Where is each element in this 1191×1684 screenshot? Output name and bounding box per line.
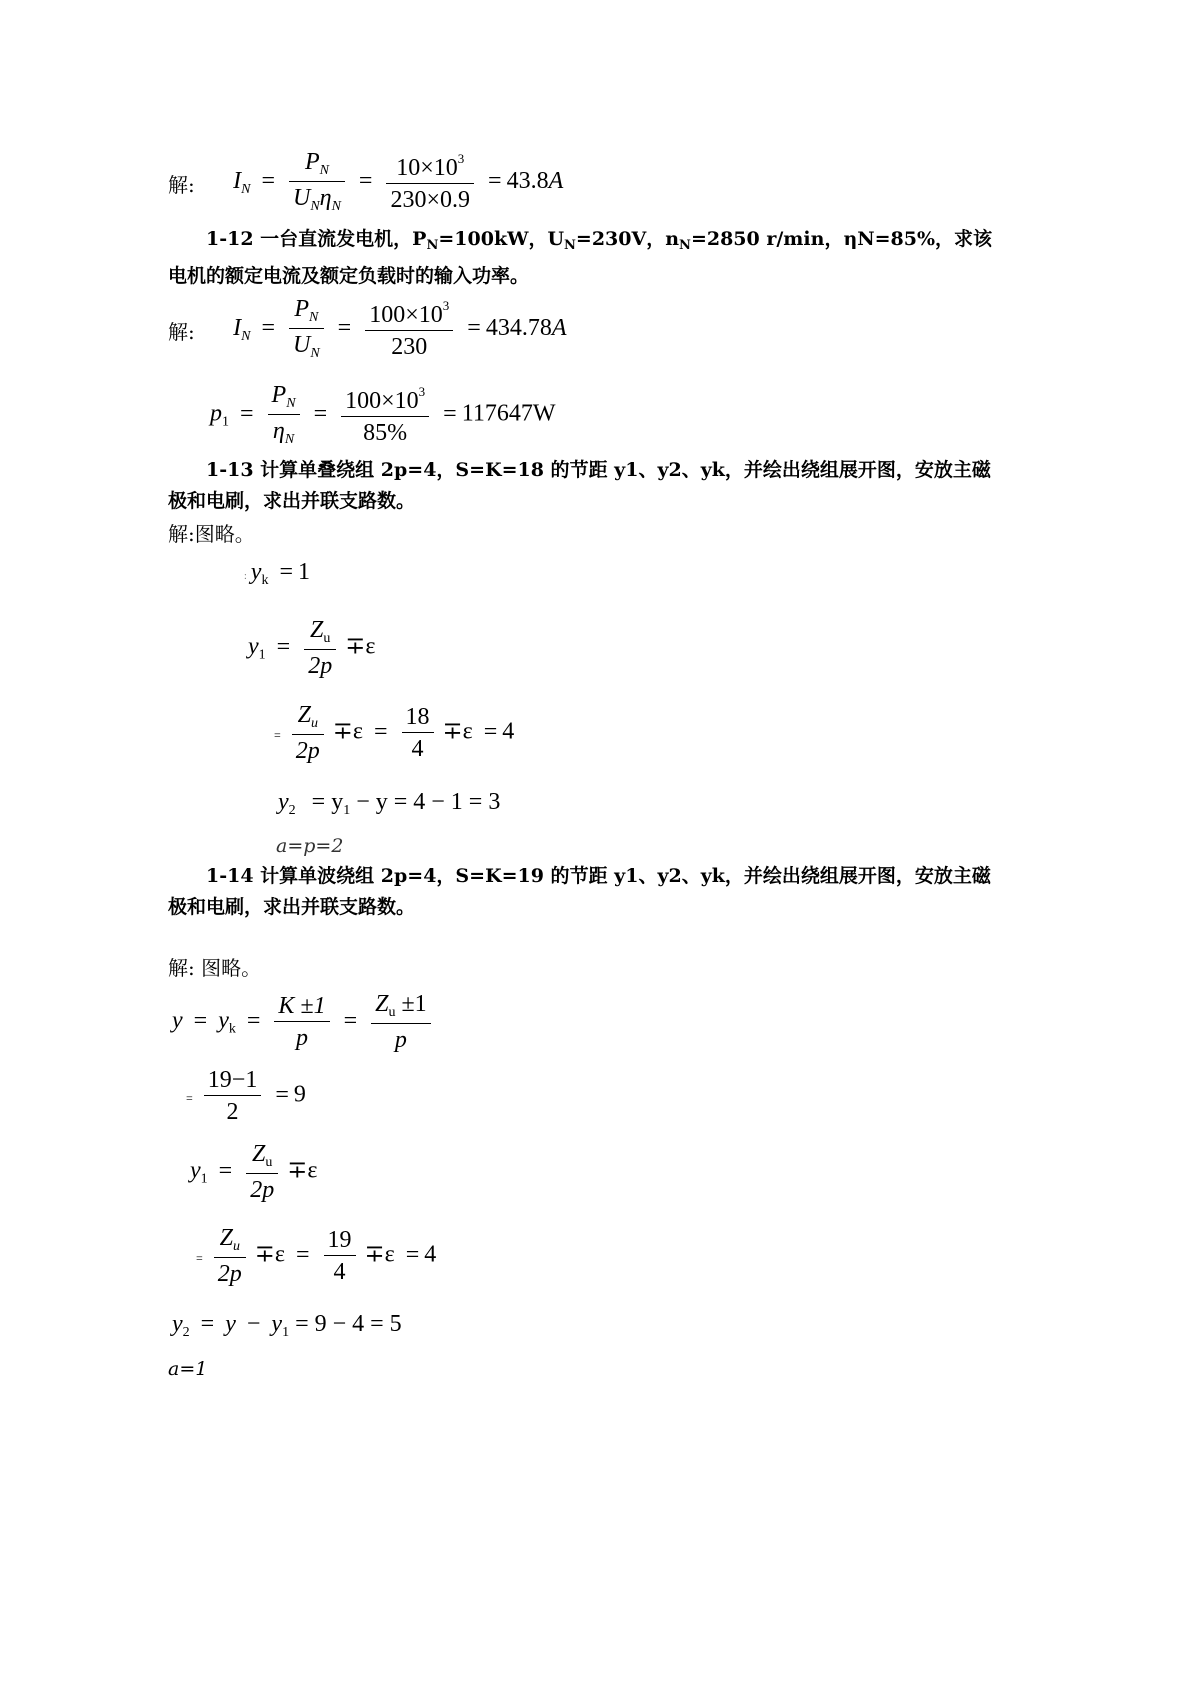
equation-y1-formula: $y_1$ = $\frac{Z_u}{2p}$ ∓ε [248, 617, 376, 679]
parallel-branches-result: a=1 [168, 1358, 208, 1380]
solution-label: 解: [168, 319, 195, 344]
problem-1-13 [168, 455, 998, 517]
equation-y-yk: $y = y_k$ = $\frac{K \pm 1}{p}$ = $\frac{Z_u \pm 1}{p}$ [172, 992, 434, 1052]
solution-label: 解: [168, 172, 195, 197]
equation-y-calc: = $\frac{19-1}{2}$ = 9 [186, 1067, 306, 1125]
equation-y1-calc: = $\frac{Z_u}{2p}$ ∓ε = $\frac{18}{4}$ ∓ε = 4 [274, 702, 515, 764]
fraction: $\frac{19}{4}$ [324, 1228, 356, 1284]
fraction: $\frac{Z_u}{2p}$ [246, 1142, 278, 1202]
problem-text: 一台直流发电机，$P_N=100kW$，$U_N=230V$，$n_N=2850$ r/min，ηN=85%，求该电机的额定电流及额定负载时的输入功率。 [168, 228, 993, 287]
fraction: $\frac{10\times 10^3}{230\times 0.9}$ [386, 152, 474, 212]
fraction: $\frac{P_N}{U_N}$ [289, 297, 324, 361]
fraction: $\frac{18}{4}$ [402, 705, 434, 761]
fraction: $\frac{P_N}{\eta_N}$ [268, 383, 300, 447]
solution-prev [168, 150, 563, 214]
fraction: $\frac{19-1}{2}$ [204, 1068, 262, 1124]
problem-number: 1-14 [206, 865, 254, 887]
problem-number: 1-13 [206, 459, 254, 481]
problem-1-14 [168, 861, 998, 923]
solution-1-12-current [168, 297, 566, 361]
equation-yk: : $y_k = 1$ [244, 559, 310, 588]
fraction: $\frac{100\times 10^3}{85\%}$ [341, 385, 429, 445]
equation-rated-current-prev: $I_N$ = $\frac{P_N}{U_N\eta_N}$ = $\frac{10\times 10^3}{230\times 0.9}$ = 43.8A [233, 149, 564, 214]
fraction: $\frac{Z_u}{2p}$ [292, 703, 324, 763]
fraction: $\frac{Z_u \pm 1}{p}$ [371, 992, 431, 1052]
problem-number: 1-12 [206, 228, 254, 250]
equation-input-power: $p_1$ = $\frac{P_N}{\eta_N}$ = $\frac{100\times 10^3}{85\%}$ = 117647W [210, 382, 556, 447]
equation-y1-calc: = $\frac{Z_u}{2p}$ ∓ε = $\frac{19}{4}$ ∓ε = 4 [196, 1225, 437, 1287]
fraction: $\frac{P_N}{U_N\eta_N}$ [289, 150, 345, 214]
problem-1-12 [168, 224, 998, 292]
parallel-branches-result: a=p=2 [276, 835, 344, 857]
equation-y2: $y_2 = y_1 - y = 4 - 1 = 3$ [278, 789, 501, 818]
problem-text: 计算单叠绕组 2p=4，S=K=18 的节距 y1、y2、yk，并绘出绕组展开图，安放主磁极和电刷，求出并联支路数。 [168, 459, 991, 512]
solution-label-diagram: 解: 图略。 [168, 956, 262, 980]
problem-text: 计算单波绕组 2p=4，S=K=19 的节距 y1、y2、yk，并绘出绕组展开图，安放主磁极和电刷，求出并联支路数。 [168, 865, 991, 918]
solution-label-diagram: 解:图略。 [168, 522, 255, 546]
equation-y2: $y_2 = y - y_1 = 9 - 4 = 5$ [172, 1311, 402, 1340]
fraction: $\frac{K \pm 1}{p}$ [274, 994, 329, 1050]
equation-y1-formula: $y_1$ = $\frac{Z_u}{2p}$ ∓ε [190, 1141, 318, 1203]
fraction: $\frac{Z_u}{2p}$ [214, 1226, 246, 1286]
fraction: $\frac{Z_u}{2p}$ [304, 618, 336, 678]
fraction: $\frac{100\times 10^3}{230}$ [365, 299, 453, 359]
equation-rated-current: $I_N$ = $\frac{P_N}{U_N}$ = $\frac{100\times 10^3}{230}$ = 434.78A [233, 296, 567, 361]
